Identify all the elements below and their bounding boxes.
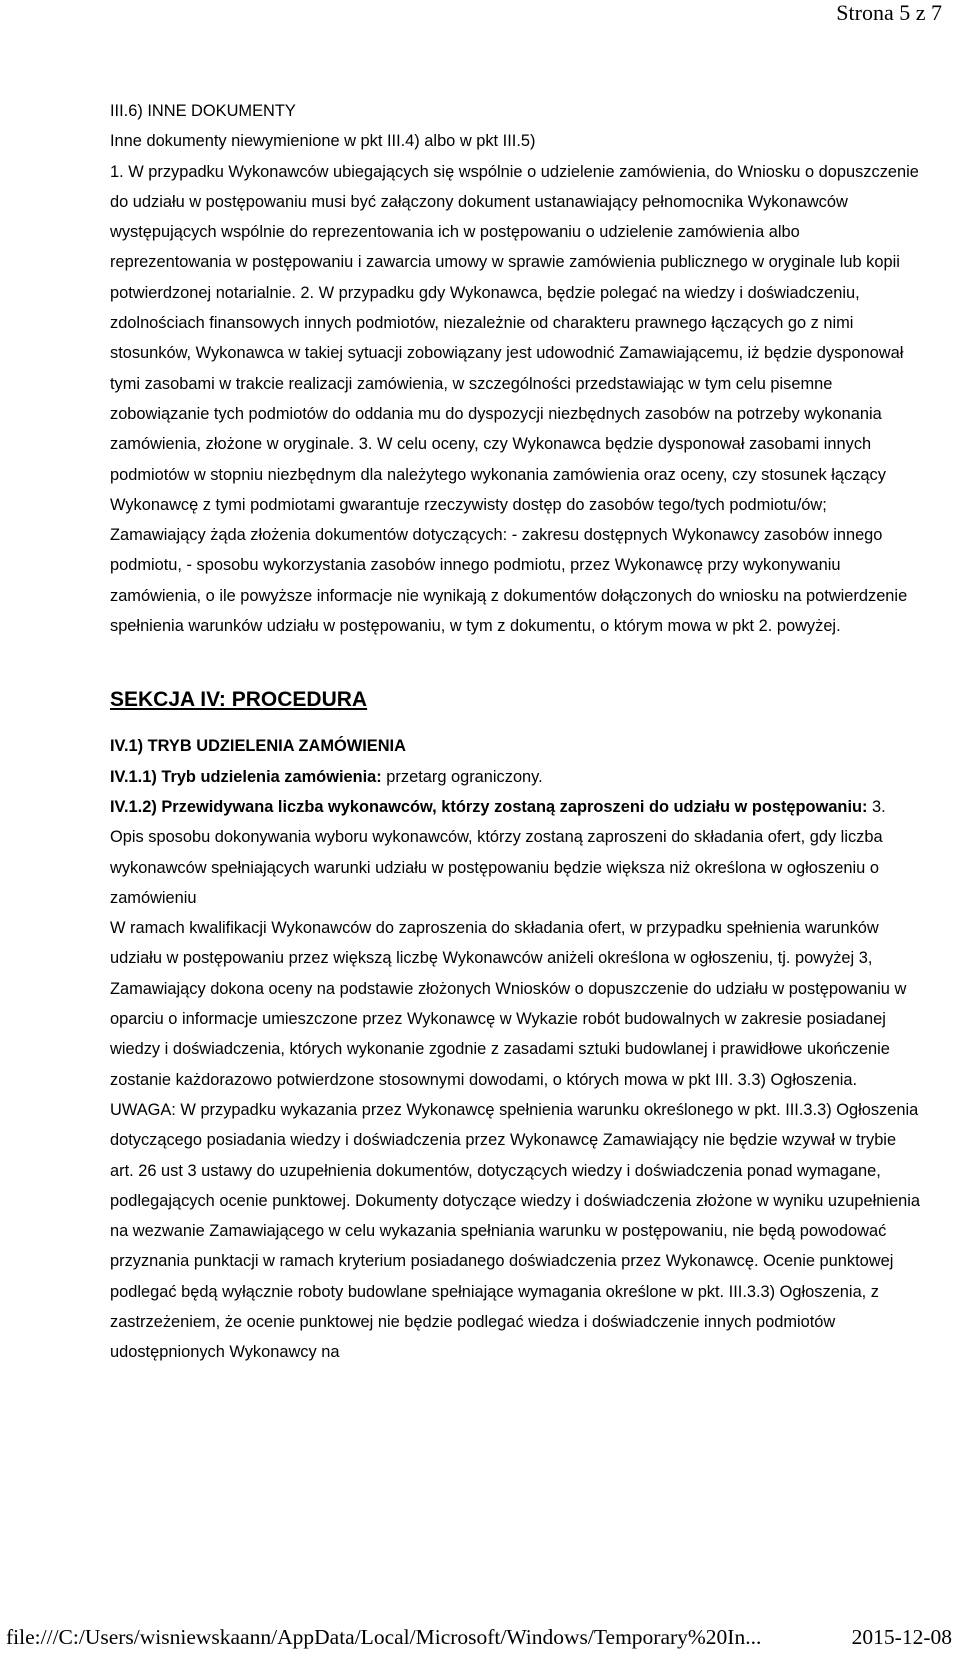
section-4-title: SEKCJA IV: PROCEDURA [110, 688, 368, 712]
section-heading-3-6: III.6) INNE DOKUMENTY [110, 102, 296, 120]
item-4-1-2-value: 3. [867, 797, 886, 816]
page-number-label: Strona 5 z 7 [836, 0, 942, 25]
print-date: 2015-12-08 [851, 1625, 952, 1649]
item-4-1-2 [110, 792, 920, 822]
selection-method-description: Opis sposobu dokonywania wyboru wykonawców, którzy zostaną zaproszeni do składania ofert, gdy liczba wykonawców spełniających warunki udziału w postępowaniu będzie większa niż określona w ogłoszeniu o zamówieniu [110, 828, 883, 907]
qualification-body: W ramach kwalifikacji Wykonawców do zaproszenia do składania ofert, w przypadku spełnienia warunków udziału w postępowaniu przez większą liczbę Wykonawców aniżeli określona w ogłoszeniu, tj. powyżej 3, Zamawiający dokona oceny na podstawie złożonych Wniosków o dopuszczenie do udziału w postępowaniu w oparciu o informacje umieszczone przez Wykonawcę w Wykazie robót budowalnych w zakresie posiadanej wiedzy i doświadczenia, których wykonanie zgodnie z zasadami sztuki budowlanej i prawidłowe ukończenie zostanie każdorazowo potwierdzone stosownymi dowodami, o których mowa w pkt III. 3.3) Ogłoszenia. UWAGA: W przypadku wykazania przez Wykonawcę spełnienia warunku określonego w pkt. III.3.3) Ogłoszenia dotyczącego posiadania wiedzy i doświadczenia przez Wykonawcę Zamawiający nie będzie wzywał w trybie art. 26 ust 3 ustawy do uzupełnienia dokumentów, dotyczących wiedzy i doświadczenia ponad wymagane, podlegających ocenie punktowej. Dokumenty dotyczące wiedzy i doświadczenia złożone w wyniku uzupełnienia na wezwanie Zamawiającego w celu wykazania spełniania warunku w postępowaniu, nie będą powodować przyznania punktacji w ramach kryterium posiadanego doświadczenia przez Wykonawcę. Ocenie punktowej podlegać będą wyłącznie roboty budowlane spełniające wymagania określone w pkt. III.3.3) Ogłoszenia, z zastrzeżeniem, że ocenie punktowej nie będzie podlegać wiedza i doświadczenie innych podmiotów udostępnionych Wykonawcy na [110, 919, 920, 1362]
file-path: file:///C:/Users/wisniewskaann/AppData/Local/Microsoft/Windows/Temporary%20In... [6, 1625, 762, 1649]
item-4-1-1 [110, 762, 920, 792]
page-footer [0, 1624, 960, 1650]
section-3-6-intro: Inne dokumenty niewymienione w pkt III.4) albo w pkt III.5) [110, 132, 536, 151]
section-3-6-body: 1. W przypadku Wykonawców ubiegających się wspólnie o udzielenie zamówienia, do Wniosku o dopuszczenie do udziału w postępowaniu musi być załączony dokument ustanawiający pełnomocnika Wykonawców występujących wspólnie do reprezentowania ich w postępowaniu o udzielenie zamówienia albo reprezentowania w postępowaniu i zawarcia umowy w sprawie zamówienia publicznego w oryginale lub kopii potwierdzonej notarialnie. 2. W przypadku gdy Wykonawca, będzie polegać na wiedzy i doświadczeniu, zdolnościach finansowych innych podmiotów, niezależnie od charakteru prawnego łączących go z nimi stosunków, Wykonawca w takiej sytuacji zobowiązany jest udowodnić Zamawiającemu, iż będzie dysponował tymi zasobami w trakcie realizacji zamówienia, w szczególności przedstawiając w tym celu pisemne zobowiązanie tych podmiotów do oddania mu do dyspozycji niezbędnych zasobów na potrzeby wykonania zamówienia, złożone w oryginale. 3. W celu oceny, czy Wykonawca będzie dysponował zasobami innych podmiotów w stopniu niezbędnym dla należytego wykonania zamówienia oraz oceny, czy stosunek łączący Wykonawcę z tymi podmiotami gwarantuje rzeczywisty dostęp do zasobów tego/tych podmiotu/ów; Zamawiający żąda złożenia dokumentów dotyczących: - zakresu dostępnych Wykonawcy zasobów innego podmiotu, - sposobu wykorzystania zasobów innego podmiotu, przez Wykonawcę przy wykonywaniu zamówienia, o ile powyższe informacje nie wynikają z dokumentów dołączonych do wniosku na potwierdzenie spełnienia warunków udziału w postępowaniu, w tym z dokumentu, o którym mowa w pkt 2. powyżej. [110, 162, 919, 636]
document-body [110, 96, 920, 1368]
item-4-1-2-label: IV.1.2) Przewidywana liczba wykonawców, którzy zostaną zaproszeni do udziału w postępowaniu: [110, 797, 868, 816]
item-4-1-1-value: przetarg ograniczony. [381, 767, 543, 786]
section-4-1-heading: IV.1) TRYB UDZIELENIA ZAMÓWIENIA [110, 737, 406, 756]
item-4-1-1-label: IV.1.1) Tryb udzielenia zamówienia: [110, 767, 382, 786]
